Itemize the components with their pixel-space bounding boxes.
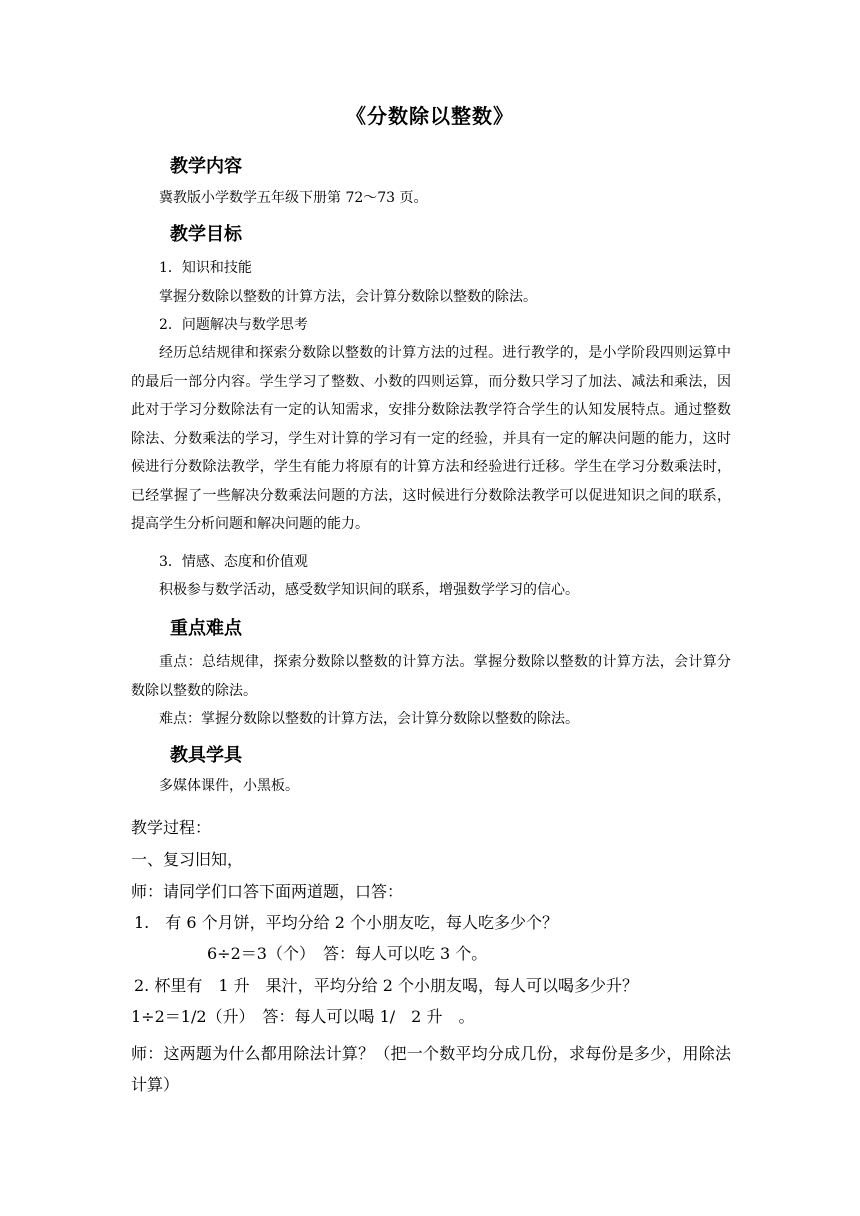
teacher-question: 师：这两题为什么都用除法计算？（把一个数平均分成几份，求每份是多少，用除法计算） xyxy=(131,1044,731,1094)
answer-1: 6÷2＝3（个） 答：每人可以吃 3 个。 xyxy=(207,944,488,963)
heading-goals: 教学目标 xyxy=(170,224,242,245)
tools-text: 多媒体课件，小黑板。 xyxy=(159,778,299,794)
question-2: 2. 杯里有 1 升 果汁，平均分给 2 个小朋友喝，每人可以喝多少升？ xyxy=(134,976,638,995)
content-text: 冀教版小学数学五年级下册第 72～73 页。 xyxy=(159,190,428,206)
process-step-1: 一、复习旧知， xyxy=(131,850,244,869)
goal-1-title: 1．知识和技能 xyxy=(159,260,252,276)
keypoint-text: 重点：总结规律，探索分数除以整数的计算方法。掌握分数除以整数的计算方法，会计算分数除以整数的除法。 xyxy=(131,654,731,699)
goal-3-title: 3．情感、态度和价值观 xyxy=(159,554,308,570)
teacher-prompt: 师：请同学们口答下面两道题，口答： xyxy=(131,882,404,901)
process-label: 教学过程： xyxy=(131,818,212,837)
question-1: 1. 有 6 个月饼，平均分给 2 个小朋友吃，每人吃多少个？ xyxy=(134,913,558,932)
answer-2: 1÷2＝1/2（升） 答：每人可以喝 1/ 2 升 。 xyxy=(131,1007,475,1026)
heading-tools: 教具学具 xyxy=(170,745,242,766)
heading-content: 教学内容 xyxy=(170,156,242,177)
heading-keypoints: 重点难点 xyxy=(170,618,242,639)
difficulty-text: 难点：掌握分数除以整数的计算方法，会计算分数除以整数的除法。 xyxy=(159,711,579,727)
document-title: 《分数除以整数》 xyxy=(346,104,514,128)
goal-2-text: 经历总结规律和探索分数除以整数的计算方法的过程。进行教学的，是小学阶段四则运算中的最后一部分内容。学生学习了整数、小数的四则运算，而分数只学习了加法、减法和乘法，因此对于学习分数除法有一定的认知需求，安排分数除法教学符合学生的认知发展特点。通过整数除法、分数乘法的学习，学生对计算的学习有一定的经验，并具有一定的解决问题的能力，这时候进行分数除法教学，学生有能力将原有的计算方法和经验进行迁移。学生在学习分数乘法时，已经掌握了一些解决分数乘法问题的方法，这时候进行分数除法教学可以促进知识之间的联系，提高学生分析问题和解决问题的能力。 xyxy=(131,345,731,532)
goal-3-text: 积极参与数学活动，感受数学知识间的联系，增强数学学习的信心。 xyxy=(159,582,579,598)
goal-2-title: 2．问题解决与数学思考 xyxy=(159,317,308,333)
goal-1-text: 掌握分数除以整数的计算方法，会计算分数除以整数的除法。 xyxy=(159,289,537,305)
